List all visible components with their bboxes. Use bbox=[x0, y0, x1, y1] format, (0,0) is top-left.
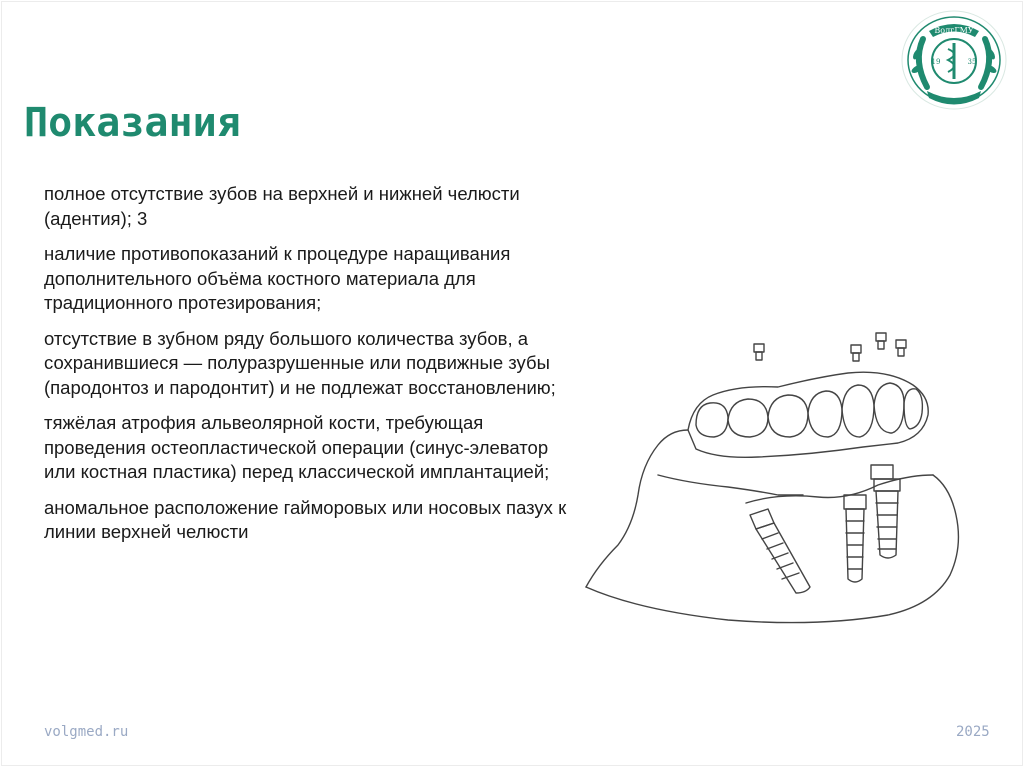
dental-implant-bridge-icon bbox=[578, 325, 978, 630]
university-emblem-icon bbox=[899, 9, 1009, 112]
logo-year-right: 35 bbox=[967, 58, 977, 66]
logo-text: ВолгГМУ bbox=[934, 26, 974, 35]
list-item: наличие противопоказаний к процедуре наращивания дополнительного объёма костного материала для традиционного протезирования; bbox=[44, 243, 511, 313]
footer-year: 2025 bbox=[956, 724, 990, 740]
list-item: аномальное расположение гайморовых или носовых пазух к линии верхней челюсти bbox=[44, 496, 567, 542]
indications-list bbox=[44, 182, 584, 556]
list-item: полное отсутствие зубов на верхней и нижней челюсти (адентия); 3 bbox=[44, 183, 520, 229]
footer-site: volgmed.ru bbox=[44, 724, 129, 740]
list-item: отсутствие в зубном ряду большого количества зубов, а сохранившиеся — полуразрушенные или подвижные зубы (пародонтоз и пародонтит) и не подлежат восстановлению; bbox=[44, 327, 556, 398]
list-item: тяжёлая атрофия альвеолярной кости, требующая проведения остеопластической операции (синус-элеватор или костная пластика) перед классической имплантацией; bbox=[44, 412, 550, 482]
page-title: Показания bbox=[24, 100, 241, 146]
logo-year-left: 19 bbox=[931, 58, 941, 66]
